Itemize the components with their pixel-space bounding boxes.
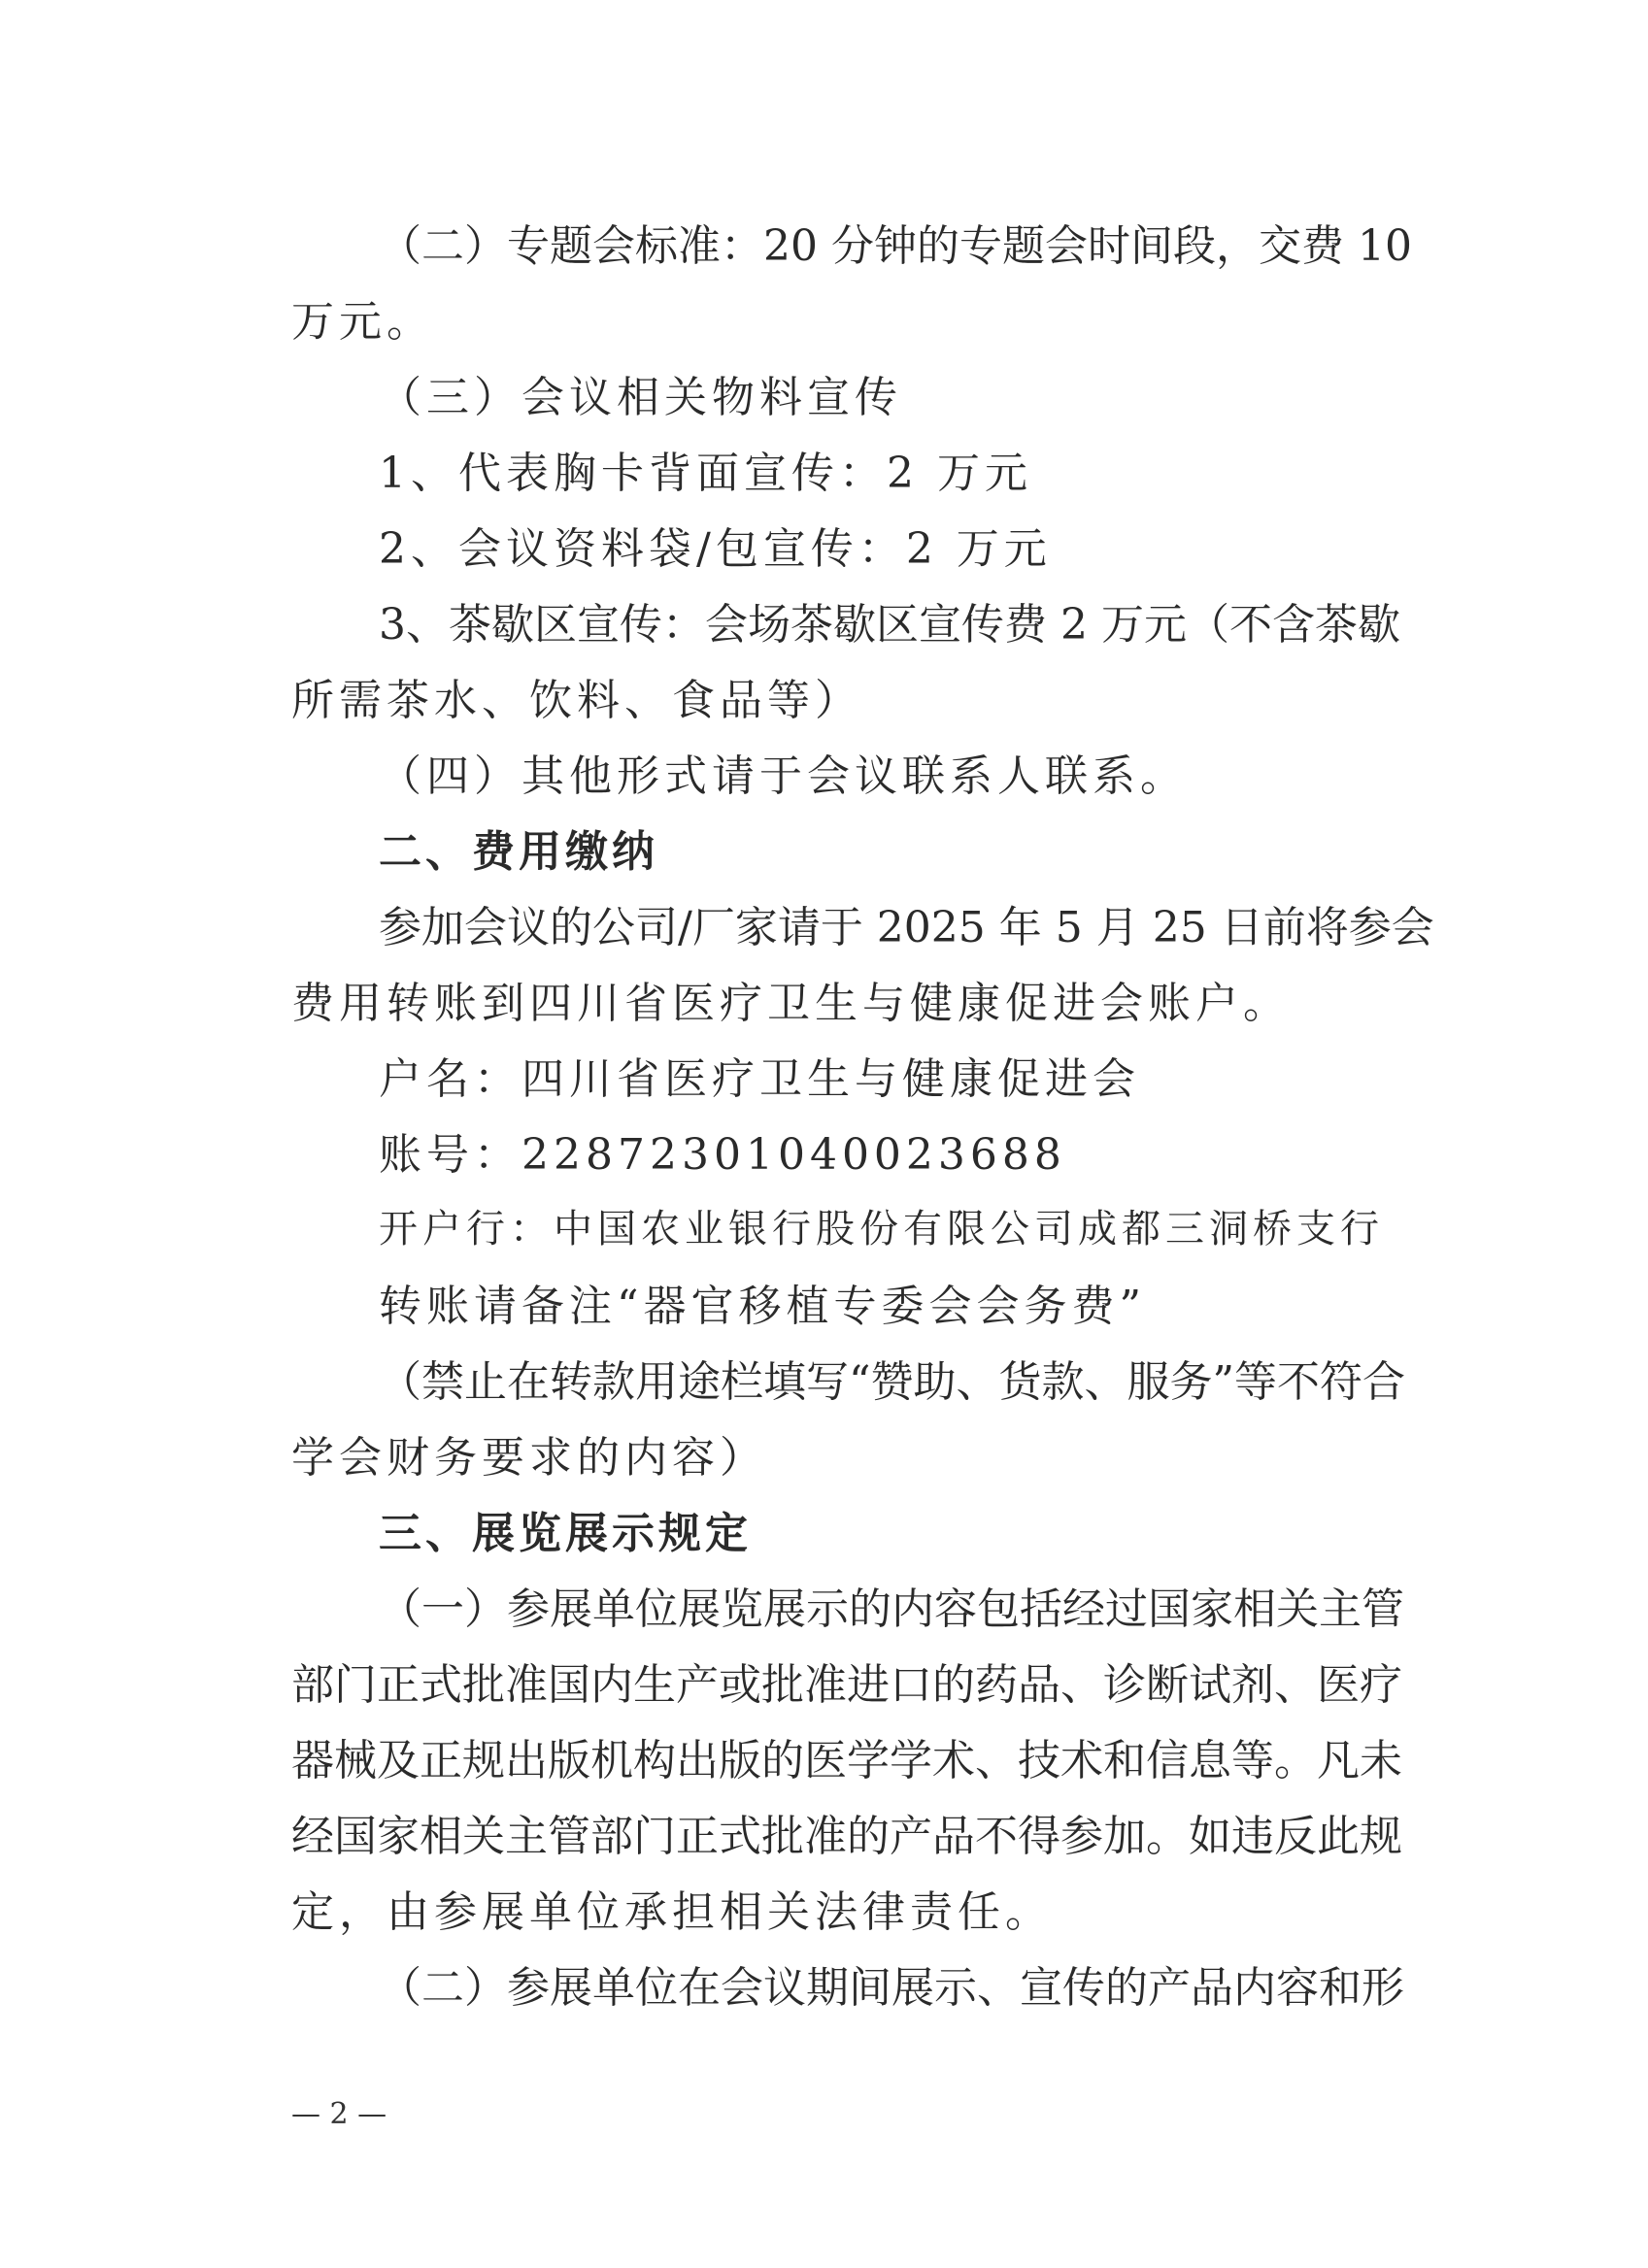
paragraph-line: 参加会议的公司/厂家请于 2025 年 5 月 25 日前将参会 — [379, 903, 1434, 952]
list-item: 2、会议资料袋/包宣传：2 万元 — [379, 524, 1052, 574]
paragraph-line: （禁止在转款用途栏填写“赞助、货款、服务”等不符合 — [379, 1357, 1405, 1407]
account-name: 户名：四川省医疗卫生与健康促进会 — [379, 1054, 1140, 1104]
account-number: 账号：22872301040023688 — [379, 1130, 1066, 1180]
paragraph-line: 部门正式批准国内生产或批准进口的药品、诊断试剂、医疗 — [291, 1660, 1402, 1710]
paragraph-line: 所需茶水、饮料、食品等） — [291, 676, 862, 725]
section-subheading: （三）会议相关物料宣传 — [379, 373, 902, 422]
section-heading: 二、费用缴纳 — [379, 827, 658, 877]
page-number: — 2 — — [291, 2097, 387, 2131]
list-item: 1、代表胸卡背面宣传：2 万元 — [379, 449, 1032, 498]
paragraph-line: 经国家相关主管部门正式批准的产品不得参加。如违反此规 — [291, 1812, 1402, 1861]
paragraph-line: 定，由参展单位承担相关法律责任。 — [291, 1887, 1053, 1937]
bank-name: 开户行：中国农业银行股份有限公司成都三洞桥支行 — [379, 1207, 1384, 1251]
section-subheading: （四）其他形式请于会议联系人联系。 — [379, 751, 1188, 801]
transfer-note: 转账请备注“器官移植专委会会务费” — [379, 1282, 1146, 1331]
paragraph-line: 器械及正规出版机构出版的医学学术、技术和信息等。凡未 — [291, 1736, 1402, 1785]
paragraph-line: （二）参展单位在会议期间展示、宣传的产品内容和形 — [379, 1963, 1404, 2013]
paragraph-line: 学会财务要求的内容） — [291, 1433, 767, 1483]
list-item: 3、茶歇区宣传：会场茶歇区宣传费 2 万元（不含茶歇 — [379, 600, 1400, 650]
paragraph-line: （二）专题会标准：20 分钟的专题会时间段，交费 10 — [379, 221, 1412, 271]
paragraph-line: 费用转账到四川省医疗卫生与健康促进会账户。 — [291, 979, 1291, 1028]
section-heading: 三、展览展示规定 — [379, 1509, 752, 1558]
paragraph-line: 万元。 — [291, 297, 434, 347]
paragraph-line: （一）参展单位展览展示的内容包括经过国家相关主管 — [379, 1584, 1404, 1634]
